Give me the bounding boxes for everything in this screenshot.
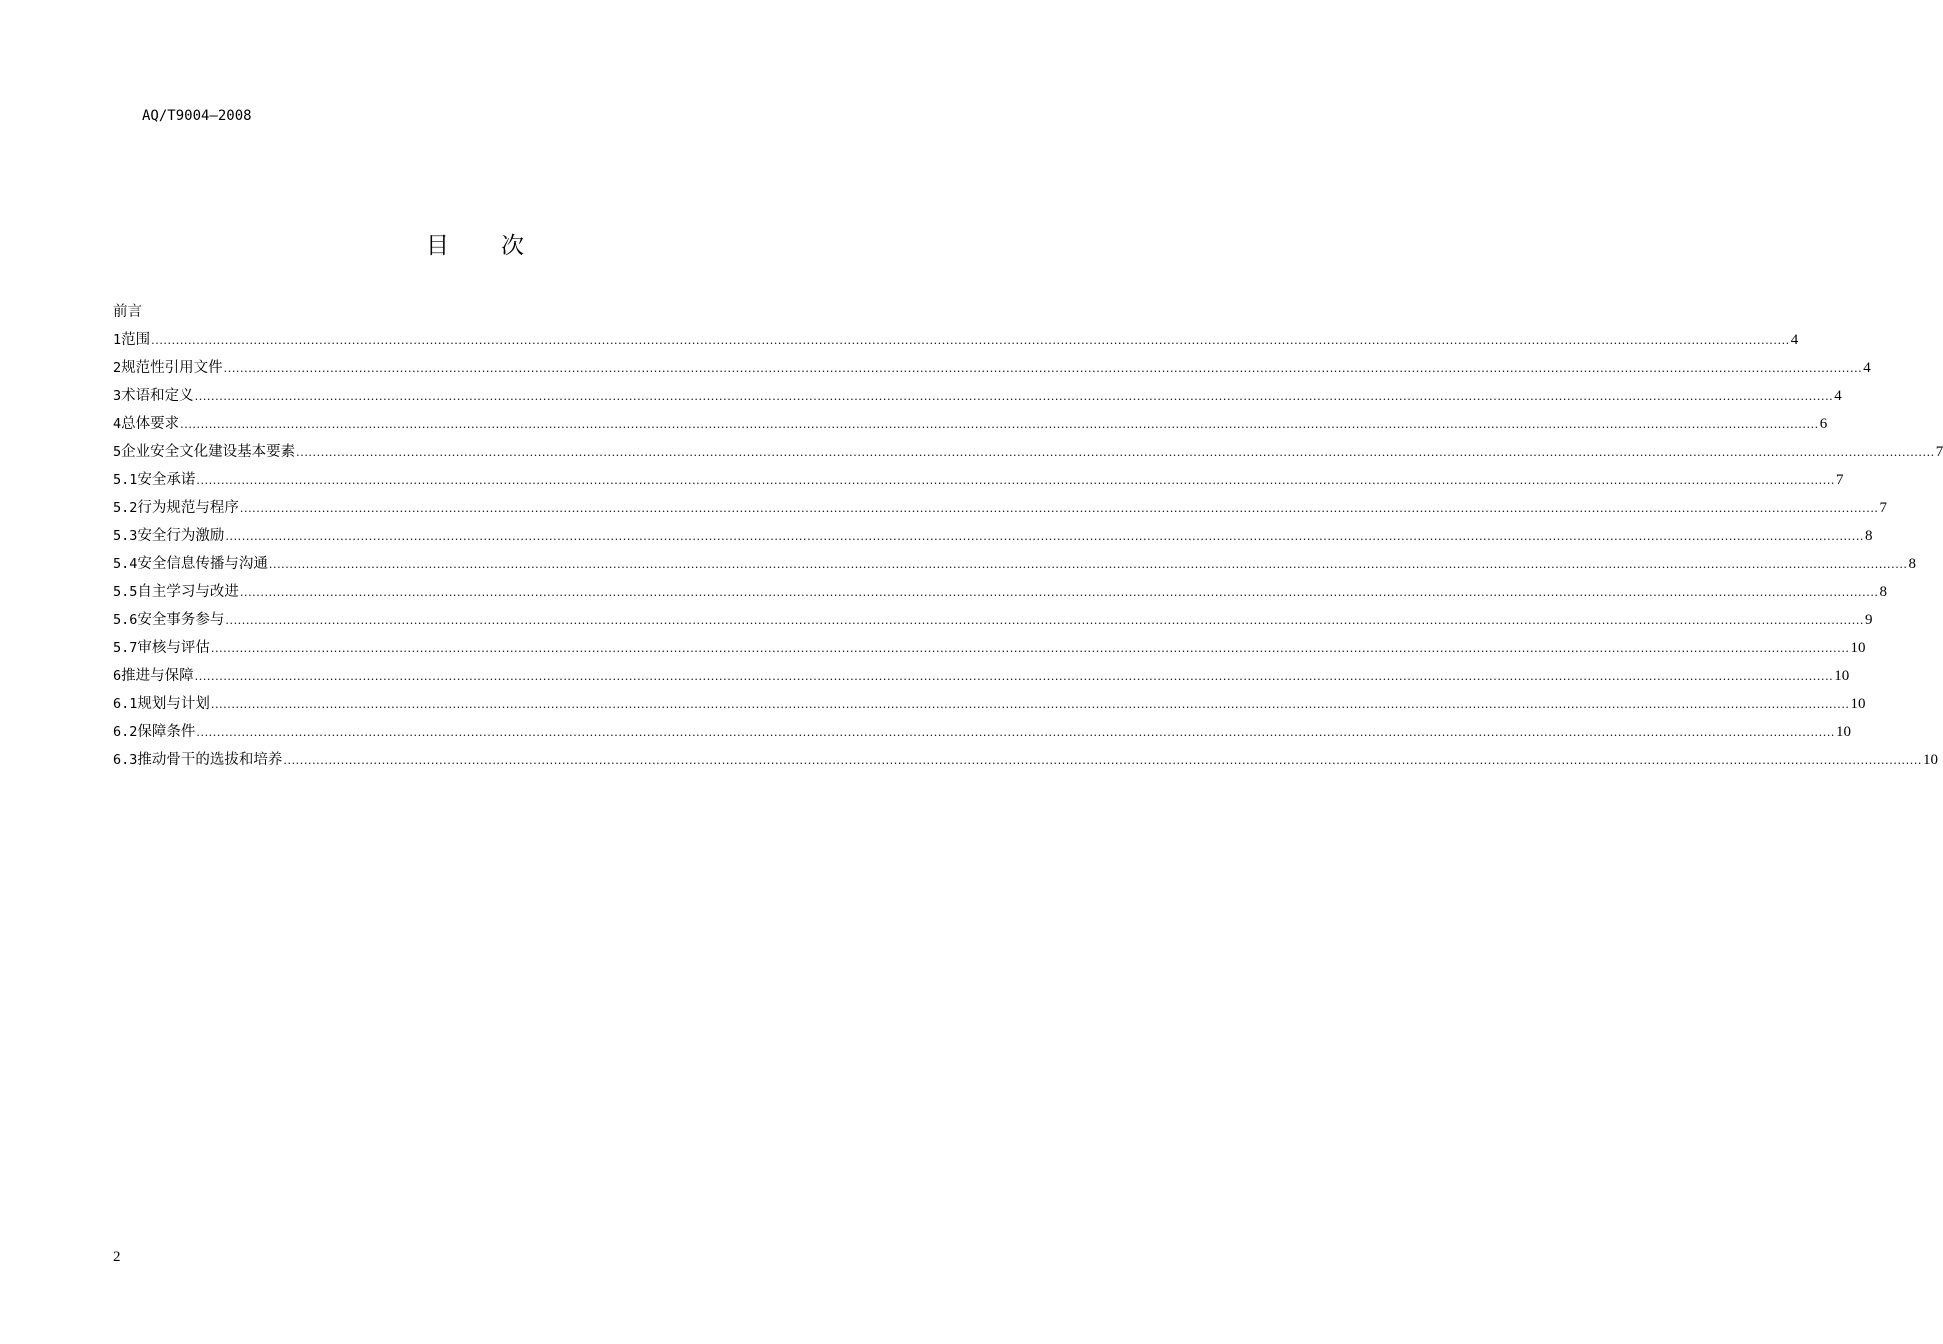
toc-leader-dots: ................................................................................................................................................................................................................................................................................................................................................................................................................: [223, 362, 1863, 375]
toc-entry-page: 8: [1908, 556, 1917, 572]
toc-entry-number: 5.5: [113, 584, 138, 600]
toc-entry-label: 安全承诺: [137, 472, 196, 488]
toc-leader-dots: ................................................................................................................................................................................................................................................................................................................................................................................................................: [239, 586, 1879, 599]
toc-entry[interactable]: [113, 470, 1844, 498]
toc-entry-number: 6: [113, 668, 122, 684]
toc-entry-page: 8: [1879, 584, 1888, 600]
toc-title-left: 目: [426, 233, 449, 259]
toc-leader-dots: ................................................................................................................................................................................................................................................................................................................................................................................................................: [239, 502, 1879, 515]
toc-entry[interactable]: [113, 610, 1873, 638]
toc-leader-dots: ................................................................................................................................................................................................................................................................................................................................................................................................................: [151, 334, 1790, 347]
toc-leader-dots: ................................................................................................................................................................................................................................................................................................................................................................................................................: [194, 670, 1834, 683]
toc-foreword[interactable]: [113, 302, 859, 330]
toc-entry[interactable]: [113, 750, 1939, 778]
toc-entry-number: 4: [113, 416, 122, 432]
toc-entry-number: 2: [113, 360, 122, 376]
toc-entry[interactable]: [113, 694, 1866, 722]
toc-entry-number: 5.2: [113, 500, 138, 516]
toc-entry-page: 10: [1923, 752, 1939, 768]
toc-entry[interactable]: [113, 722, 1852, 750]
table-of-contents: [113, 302, 1943, 778]
toc-foreword-label: 前言: [113, 304, 142, 320]
toc-entry-page: 7: [1879, 500, 1888, 516]
toc-title: [0, 227, 950, 260]
toc-leader-dots: ................................................................................................................................................................................................................................................................................................................................................................................................................: [210, 698, 1850, 711]
toc-entry[interactable]: [113, 330, 1799, 358]
toc-leader-dots: ................................................................................................................................................................................................................................................................................................................................................................................................................: [296, 446, 1935, 459]
toc-entry-label: 术语和定义: [121, 388, 194, 404]
toc-entry[interactable]: [113, 666, 1850, 694]
toc-entries: [113, 330, 1943, 778]
toc-entry-label: 安全信息传播与沟通: [137, 556, 268, 572]
toc-entry-label: 范围: [121, 332, 151, 348]
toc-entry-page: 10: [1850, 696, 1866, 712]
toc-entry-number: 5.4: [113, 556, 138, 572]
toc-entry-number: 6.3: [113, 752, 138, 768]
toc-entry-page: 4: [1834, 388, 1842, 404]
toc-entry-label: 企业安全文化建设基本要素: [121, 444, 296, 460]
toc-entry[interactable]: [113, 526, 1873, 554]
toc-entry-label: 规范性引用文件: [121, 360, 223, 376]
toc-entry[interactable]: [113, 386, 1842, 414]
toc-entry-page: 8: [1865, 528, 1873, 544]
toc-leader-dots: ................................................................................................................................................................................................................................................................................................................................................................................................................: [196, 726, 1836, 739]
toc-entry-page: 10: [1850, 640, 1866, 656]
toc-entry-number: 5.1: [113, 472, 138, 488]
toc-entry-number: 5.3: [113, 528, 138, 544]
toc-leader-dots: ................................................................................................................................................................................................................................................................................................................................................................................................................: [225, 530, 1865, 543]
toc-entry-page: 4: [1790, 332, 1799, 348]
toc-entry-number: 3: [113, 388, 122, 404]
toc-entry-label: 总体要求: [121, 416, 180, 432]
toc-entry[interactable]: [113, 358, 1871, 386]
toc-entry-number: 6.2: [113, 724, 138, 740]
toc-leader-dots: ................................................................................................................................................................................................................................................................................................................................................................................................................: [180, 418, 1819, 431]
toc-entry[interactable]: [113, 414, 1828, 442]
toc-leader-dots: ................................................................................................................................................................................................................................................................................................................................................................................................................: [196, 474, 1836, 487]
toc-entry-number: 5.7: [113, 640, 138, 656]
toc-leader-dots: ................................................................................................................................................................................................................................................................................................................................................................................................................: [283, 754, 1923, 767]
toc-title-right: 次: [501, 233, 524, 259]
toc-entry-number: 5.6: [113, 612, 138, 628]
toc-leader-dots: ................................................................................................................................................................................................................................................................................................................................................................................................................: [210, 642, 1850, 655]
page-number: 2: [113, 1249, 121, 1265]
toc-entry-label: 规划与计划: [137, 696, 210, 712]
toc-entry-number: 1: [113, 332, 122, 348]
toc-entry-number: 5: [113, 444, 122, 460]
toc-entry[interactable]: [113, 582, 1888, 610]
toc-leader-dots: ................................................................................................................................................................................................................................................................................................................................................................................................................: [194, 390, 1834, 403]
toc-entry-page: 9: [1865, 612, 1873, 628]
toc-entry-page: 4: [1863, 360, 1871, 376]
toc-entry-label: 行为规范与程序: [137, 500, 239, 516]
toc-leader-dots: ................................................................................................................................................................................................................................................................................................................................................................................................................: [268, 558, 1908, 571]
toc-entry-page: 6: [1819, 416, 1828, 432]
toc-entry-page: 7: [1935, 444, 1943, 460]
toc-entry[interactable]: [113, 554, 1917, 582]
toc-entry[interactable]: [113, 442, 1943, 470]
toc-entry-label: 保障条件: [137, 724, 196, 740]
toc-entry-label: 安全事务参与: [137, 612, 225, 628]
toc-entry-page: 10: [1836, 724, 1852, 740]
toc-entry[interactable]: [113, 498, 1888, 526]
toc-leader-dots: ................................................................................................................................................................................................................................................................................................................................................................................................................: [225, 614, 1865, 627]
toc-entry[interactable]: [113, 638, 1866, 666]
toc-entry-page: 10: [1834, 668, 1850, 684]
toc-entry-label: 推动骨干的选拔和培养: [137, 752, 283, 768]
toc-entry-label: 推进与保障: [121, 668, 194, 684]
toc-entry-label: 自主学习与改进: [137, 584, 239, 600]
toc-entry-label: 安全行为激励: [137, 528, 225, 544]
document-code: AQ/T9004—2008: [142, 108, 252, 124]
toc-entry-number: 6.1: [113, 696, 138, 712]
toc-entry-label: 审核与评估: [137, 640, 210, 656]
toc-entry-page: 7: [1836, 472, 1844, 488]
